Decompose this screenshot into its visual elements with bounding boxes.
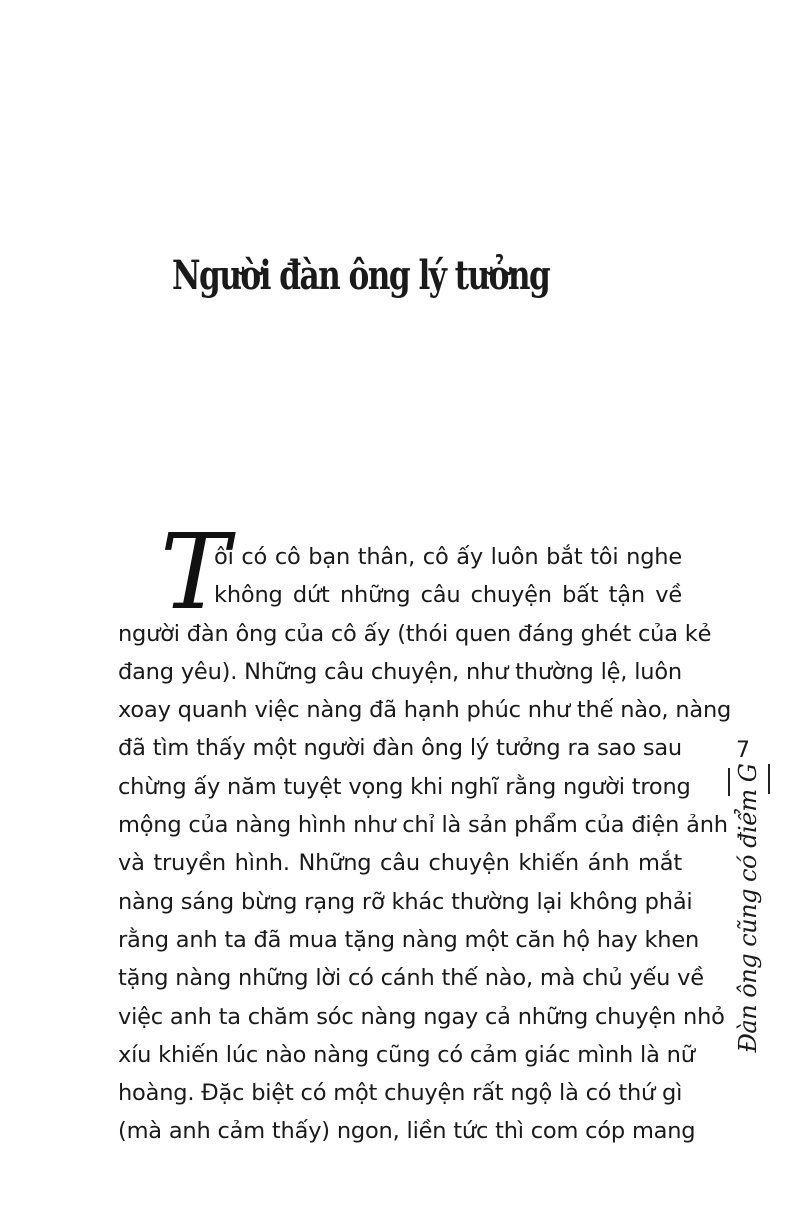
body-text [118,538,732,1151]
page-number: 7 [736,738,750,763]
text-line: mộng của nàng hình như chỉ là sản phẩm của điện ảnh [118,812,728,839]
divider [728,768,730,796]
text-line: hoàng. Đặc biệt có một chuyện rất ngộ là có thứ gì [118,1080,683,1107]
text-line: và truyền hình. Những câu chuyện khiến ánh mắt [118,850,682,877]
text-line: ôi có cô bạn thân, cô ấy luôn bắt tôi nghe [214,544,682,570]
text-line: nàng sáng bừng rạng rỡ khác thường lại không phải [118,888,693,915]
text-line: đang yêu). Những câu chuyện, như thường lệ, luôn [118,658,682,685]
text-line: đã tìm thấy một người đàn ông lý tưởng ra sao sau [118,735,682,762]
text-line: xíu khiến lúc nào nàng cũng có cảm giác mình là nữ [118,1041,695,1068]
text-line: chừng ấy năm tuyệt vọng khi nghĩ rằng người trong [118,773,691,800]
text-line: xoay quanh việc nàng đã hạnh phúc như thế nào, nàng [118,697,732,724]
text-line: việc anh ta chăm sóc nàng ngay cả những chuyện nhỏ [118,1003,725,1030]
running-title: Đàn ông cũng có điểm G [734,763,762,1053]
chapter-title: Người đàn ông lý tưởng [172,252,550,299]
text-line: rằng anh ta đã mua tặng nàng một căn hộ hay khen [118,926,700,953]
text-line: tặng nàng những lời có cánh thế nào, mà chủ yếu về [118,965,704,992]
drop-cap: T [160,511,230,633]
divider [768,764,770,794]
text-line: (mà anh cảm thấy) ngon, liền tức thì com cóp mang [118,1118,696,1145]
text-line: không dứt những câu chuyện bất tận về [214,582,682,609]
text-line: người đàn ông của cô ấy (thói quen đáng ghét của kẻ [118,620,712,647]
